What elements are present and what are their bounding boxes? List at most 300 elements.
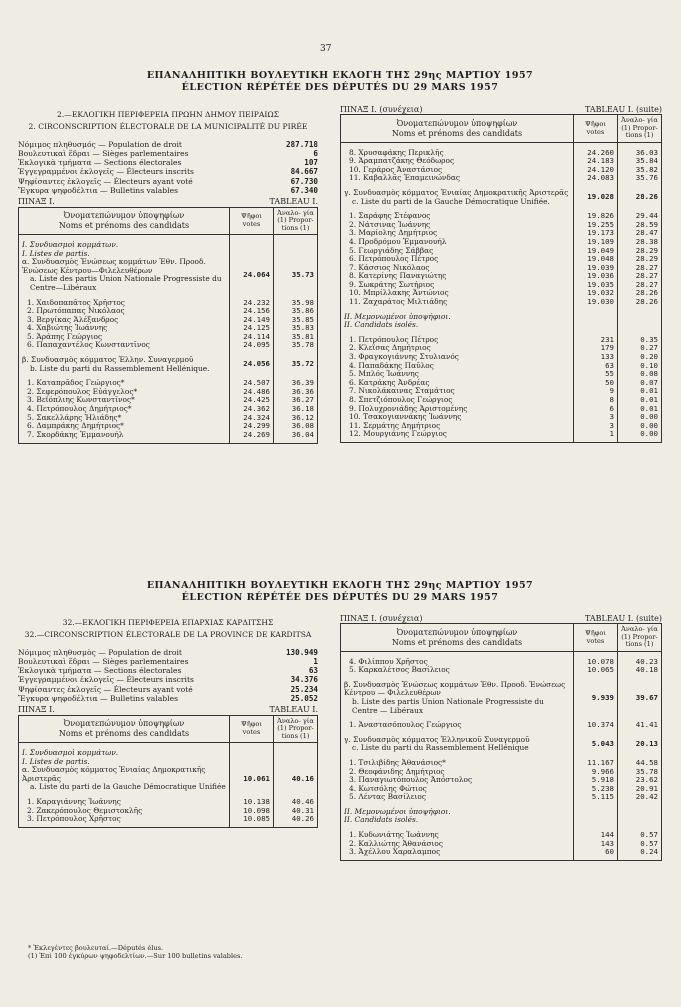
table-header [19, 715, 318, 743]
party-prop: 35.73 [274, 258, 318, 292]
stat-row [18, 186, 318, 195]
candidate-prop: 35.86 [274, 307, 318, 316]
candidate-name: 2. Θεοφάνιδης Δημήτριος [341, 768, 574, 777]
party-name [19, 258, 230, 292]
karditsa-section [18, 618, 318, 828]
party-prop: 40.16 [274, 766, 318, 792]
stat-value: 107 [304, 158, 318, 168]
candidate-votes: 50 [574, 379, 618, 388]
candidate-name: 1. Τσιλιβίδης Ἀθανάσιος* [341, 759, 574, 768]
stat-label: Νόμιμος πληθυσμός — Population de droit [18, 139, 182, 149]
party-name-gr: β. Συνδυασμὸς Ἑνώσεως κομμάτων Ἐθν. Προοδ. Ἑνώσεως Κέντρου — Φιλελευθέρων [344, 679, 566, 698]
party-row [19, 258, 318, 292]
candidate-name: 3. Ἀχέλλου Χαραλαμπος [341, 848, 574, 857]
candidate-row [341, 298, 662, 307]
party-row [341, 681, 662, 715]
stat-label: Ψηφίσαντες ἐκλογεῖς — Électeurs ayant voté [18, 684, 193, 694]
candidate-votes: 24.095 [230, 341, 274, 350]
empty-cell [574, 816, 618, 825]
candidate-votes: 10.374 [574, 721, 618, 730]
party-votes: 10.061 [230, 766, 274, 792]
party-row [341, 736, 662, 753]
candidate-votes: 144 [574, 831, 618, 840]
results-table [18, 207, 318, 444]
candidate-name: 6. Δαμπράκης Δημήτριος* [19, 422, 230, 431]
candidate-row [341, 848, 662, 857]
candidate-votes: 55 [574, 370, 618, 379]
candidate-prop: 0.57 [618, 840, 662, 849]
candidate-name: 1. Καραγιάννης Ἰωάννης [19, 798, 230, 807]
candidate-votes: 24.149 [230, 316, 274, 325]
candidate-name: 7. Νικολάκαινας Σταμάτιος [341, 387, 574, 396]
stat-row [18, 149, 318, 158]
empty-cell [618, 313, 662, 322]
candidate-name: 3. Παναγιωτόπουλος Ἀπόστολος [341, 776, 574, 785]
stat-value: 67.730 [290, 176, 318, 186]
empty-cell [274, 758, 318, 767]
candidate-name: 11. Σερμάτης Δημήτριος [341, 422, 574, 431]
stat-row [18, 177, 318, 186]
party-row [341, 189, 662, 206]
candidate-name: 4. Παπαδάκης Παῦλος [341, 362, 574, 371]
stat-value: 130.949 [285, 647, 318, 657]
footnotes [28, 944, 242, 960]
empty-cell [230, 439, 274, 443]
candidate-votes: 24.183 [574, 157, 618, 166]
candidate-votes: 179 [574, 344, 618, 353]
candidate-votes: 24.156 [230, 307, 274, 316]
candidate-prop: 0.20 [618, 353, 662, 362]
stat-value: 6 [313, 148, 318, 158]
candidate-name: 7. Κάσσιος Νικόλαος [341, 264, 574, 273]
candidate-prop: 0.08 [618, 370, 662, 379]
candidate-votes: 19.173 [574, 229, 618, 238]
candidate-votes: 24.260 [574, 149, 618, 158]
candidate-votes: 8 [574, 396, 618, 405]
candidate-prop: 0.01 [618, 387, 662, 396]
col-votes [574, 624, 618, 652]
candidate-votes: 9 [574, 387, 618, 396]
empty-cell [341, 857, 574, 861]
candidate-name: 9. Πολυχρονιάδης Ἀριστομένης [341, 405, 574, 414]
candidate-prop: 35.81 [274, 333, 318, 342]
candidate-name: 11. Ζαχαράτος Μιλτιάδης [341, 298, 574, 307]
empty-cell [574, 808, 618, 817]
candidate-votes: 24.324 [230, 414, 274, 423]
empty-cell [618, 857, 662, 861]
candidate-prop: 28.59 [618, 221, 662, 230]
empty-cell [230, 758, 274, 767]
party-prop: 39.67 [618, 681, 662, 715]
candidate-name: 4. Χαβιώτης Ἰωάννης [19, 324, 230, 333]
col-name-fr: Noms et prénoms des candidats [58, 221, 190, 231]
table-label-fr: TABLEAU I. (suite) [584, 614, 662, 623]
party-name-gr: γ. Συνδυασμὸς κόμματος Ἑλληνικοῦ Συναγερμοῦ [344, 734, 530, 744]
candidate-name: 3. Φραγκογιάννης Στυλιανός [341, 353, 574, 362]
page-number: 37 [320, 44, 332, 54]
candidate-prop: 28.26 [618, 298, 662, 307]
candidate-prop: 20.42 [618, 793, 662, 802]
party-name [341, 736, 574, 753]
candidate-votes: 19.039 [574, 264, 618, 273]
candidate-prop: 29.44 [618, 212, 662, 221]
row-text: I. Listes de partis. [19, 758, 230, 767]
table-header [19, 207, 318, 235]
candidate-prop: 40.23 [618, 658, 662, 667]
candidate-prop: 0.24 [618, 848, 662, 857]
candidate-prop: 28.38 [618, 238, 662, 247]
row-text: ΙΙ. Μεμονωμένοι ὑποψήφιοι. [341, 313, 574, 322]
candidate-name: 12. Μουργιάνης Γεώργιος [341, 430, 574, 439]
candidate-prop: 36.03 [618, 149, 662, 158]
row-text: Ι. Συνδυασμοὶ κομμάτων. [19, 241, 230, 250]
col-name-fr: Noms et prénoms des candidats [58, 729, 190, 739]
candidate-prop: 28.26 [618, 289, 662, 298]
candidate-votes: 1 [574, 430, 618, 439]
party-name [19, 356, 230, 373]
candidate-name: 5. Σακελλάρης Ἠλιάδης* [19, 414, 230, 423]
piraeus-section [18, 110, 318, 444]
candidate-prop: 35.85 [274, 316, 318, 325]
candidate-name: 2. Σεφερόπουλος Εὐάγγελος* [19, 388, 230, 397]
candidate-votes: 19.030 [574, 298, 618, 307]
candidate-name: 1. Κυδωνιάτης Ἰωάννης [341, 831, 574, 840]
candidate-prop: 36.18 [274, 405, 318, 414]
party-name-gr: β. Συνδυασμὸς κόμματος Ἐλλην. Συναγερμοῦ [22, 355, 194, 365]
candidate-name: 8. Χρυσαφάκης Περικλῆς [341, 149, 574, 158]
table-header [341, 624, 662, 652]
district-title-fr: 32.—CIRCONSCRIPTION ÉLECTORALE DE LA PROVINCE DE KARDITSA [24, 630, 312, 640]
candidate-votes: 24.120 [574, 166, 618, 175]
row-text: I. Listes de partis. [19, 250, 230, 259]
party-name-fr: a. Liste des partis Union Nationale Progressiste du Centre—Libéraux [30, 274, 222, 292]
table-bottom [341, 857, 662, 861]
stat-label: Βουλευτικαὶ ἕδραι — Sièges parlementaires [18, 656, 189, 666]
candidate-prop: 36.04 [274, 431, 318, 440]
results-table [340, 623, 662, 861]
candidate-name: 3. Βεργίκας Ἀλέξανδρος [19, 316, 230, 325]
district-title-gr: 32.—ΕΚΛΟΓΙΚΗ ΠΕΡΙΦΕΡΕΙΑ ΕΠΑΡΧΙΑΣ ΚΑΡΔΙΤΣΗΣ [62, 618, 274, 627]
candidate-row [341, 174, 662, 183]
col-votes [230, 207, 274, 235]
candidate-prop: 35.78 [618, 768, 662, 777]
candidate-name: 5. Καρκαλέτσος Βασίλειος [341, 666, 574, 675]
candidate-name: 2. Νάτσινας Ἰωάννης [341, 221, 574, 230]
col-votes-gr: Ψῆφοι [241, 212, 262, 221]
candidate-prop: 35.98 [274, 299, 318, 308]
candidate-votes: 5.238 [574, 785, 618, 794]
row-text: II. Candidats isolés. [341, 816, 574, 825]
candidate-votes: 24.507 [230, 379, 274, 388]
row-text: ΙΙ. Μεμονωμένοι ὑποψήφιοι. [341, 808, 574, 817]
candidate-votes: 231 [574, 336, 618, 345]
party-name-fr: c. Liste du parti du Rassemblement Hellénique [352, 743, 529, 753]
candidate-votes: 63 [574, 362, 618, 371]
candidate-votes: 60 [574, 848, 618, 857]
row-text: II. Candidats isolés. [341, 321, 574, 330]
header-french: ÉLECTION RÉPÉTÉE DES DÉPUTÉS DU 29 MARS 1957 [181, 592, 499, 603]
candidate-prop: 20.91 [618, 785, 662, 794]
party-name-gr: γ. Συνδυασμὸς κόμματος Ἑνιαίας Δημοκρατικῆς Ἀριστερᾶς [344, 187, 569, 197]
table-label-gr: ΠΙΝΑΞ Ι. (συνέχεια) [340, 614, 423, 623]
candidate-votes: 10.098 [230, 807, 274, 816]
candidate-votes: 24.114 [230, 333, 274, 342]
results-table [340, 114, 662, 443]
empty-cell [19, 439, 230, 443]
candidate-votes: 19.049 [574, 247, 618, 256]
candidate-votes: 19.255 [574, 221, 618, 230]
candidate-votes: 24.299 [230, 422, 274, 431]
candidate-name: 5. Λέντας Βασίλειος [341, 793, 574, 802]
table-label-gr: ΠΙΝΑΞ Ι. [18, 197, 55, 207]
results-table [18, 715, 318, 829]
col-prop: Ἀναλο- γία (1) Propor- tions (1) [618, 115, 662, 143]
stat-label: Ἐκλογικὰ τμήματα — Sections électorales [18, 158, 182, 168]
candidate-name: 2. Καλλιώτης Ἀθανάσιος [341, 840, 574, 849]
candidate-votes: 24.362 [230, 405, 274, 414]
empty-cell [274, 439, 318, 443]
candidate-name: 9. Ἀραμπατζάκης Θεόδωρος [341, 157, 574, 166]
candidate-row [19, 431, 318, 440]
candidate-name: 5. Μπλός Ἰωάννης [341, 370, 574, 379]
stat-label: Ἐκλογικὰ τμήματα — Sections électorales [18, 666, 182, 676]
candidate-prop: 0.27 [618, 344, 662, 353]
candidate-name: 3. Μαρίολης Δημήτριος [341, 229, 574, 238]
stat-label: Ψηφίσαντες ἐκλογεῖς — Électeurs ayant voté [18, 176, 193, 186]
empty-cell [574, 439, 618, 443]
party-name [341, 189, 574, 206]
table-row [341, 321, 662, 330]
stat-value: 34.376 [290, 675, 318, 685]
candidate-prop: 40.26 [274, 815, 318, 824]
empty-cell [274, 241, 318, 250]
candidate-prop: 35.78 [274, 341, 318, 350]
stat-label: Βουλευτικαὶ ἕδραι — Sièges parlementaires [18, 148, 189, 158]
empty-cell [230, 241, 274, 250]
candidate-votes: 24.486 [230, 388, 274, 397]
empty-cell [574, 313, 618, 322]
stat-label: Ἐγγεγραμμένοι ἐκλογεῖς — Électeurs inscrits [18, 167, 194, 177]
col-prop: Ἀναλο- γία (1) Propor- tions (1) [618, 624, 662, 652]
candidate-name: 6. Κατράκης Ἀνδρέας [341, 379, 574, 388]
candidate-prop: 36.36 [274, 388, 318, 397]
candidate-votes: 6 [574, 405, 618, 414]
candidate-prop: 40.31 [274, 807, 318, 816]
empty-cell [341, 439, 574, 443]
stat-row [18, 685, 318, 694]
col-votes-gr: Ψῆφοι [241, 720, 262, 729]
candidate-votes: 24.269 [230, 431, 274, 440]
candidate-prop: 44.58 [618, 759, 662, 768]
stat-row [18, 666, 318, 675]
stat-value: 287.718 [285, 139, 318, 149]
candidate-votes: 24.425 [230, 396, 274, 405]
candidate-prop: 0.01 [618, 405, 662, 414]
col-name-fr: Noms et prénoms des candidats [391, 128, 523, 138]
header-top [40, 70, 640, 94]
party-name-fr: c. Liste du parti de la Gauche Démocratique Unifiée. [352, 196, 550, 206]
candidate-votes: 19.032 [574, 289, 618, 298]
col-name-gr: Ὀνοματεπώνυμον ὑποψηφίων [396, 627, 518, 637]
candidate-votes: 143 [574, 840, 618, 849]
candidate-votes: 10.085 [230, 815, 274, 824]
candidate-row [341, 721, 662, 730]
empty-cell [618, 808, 662, 817]
candidate-prop: 36.27 [274, 396, 318, 405]
candidate-votes: 19.036 [574, 272, 618, 281]
col-name-gr: Ὀνοματεπώνυμον ὑποψηφίων [63, 719, 185, 729]
table-label-gr: ΠΙΝΑΞ Ι. [18, 705, 55, 715]
stat-label: Ἐγγεγραμμένοι ἐκλογεῖς — Électeurs inscrits [18, 675, 194, 685]
col-name-gr: Ὀνοματεπώνυμον ὑποψηφίων [63, 211, 185, 221]
candidate-name: 2. Πρωτόπαπας Νικόλαος [19, 307, 230, 316]
candidate-prop: 28.27 [618, 281, 662, 290]
karditsa-cont-section [340, 612, 662, 861]
party-prop: 20.13 [618, 736, 662, 753]
party-votes: 19.028 [574, 189, 618, 206]
candidate-prop: 28.29 [618, 247, 662, 256]
candidate-prop: 0.00 [618, 430, 662, 439]
header-french: ÉLECTION RÉPÉTÉE DES DÉPUTÉS DU 29 MARS 1957 [181, 82, 499, 93]
candidate-row [19, 815, 318, 824]
candidate-votes: 5.918 [574, 776, 618, 785]
party-name-fr: b. Liste des partis Union Nationale Progressiste du Centre — Libéraux [352, 696, 544, 715]
col-name-fr: Noms et prénoms des candidats [391, 637, 523, 647]
empty-cell [274, 749, 318, 758]
candidate-name: 5. Γεωργιάδης Σάββας [341, 247, 574, 256]
table-bottom [19, 439, 318, 443]
col-votes [574, 115, 618, 143]
table-label-gr: ΠΙΝΑΞ Ι. (συνέχεια) [340, 105, 423, 114]
candidate-prop: 28.47 [618, 229, 662, 238]
table-header [341, 115, 662, 143]
district-stats [18, 140, 318, 196]
party-prop: 28.26 [618, 189, 662, 206]
col-votes-gr: Ψῆφοι [585, 120, 606, 129]
col-name [341, 115, 574, 143]
district-title-gr: 2.—ΕΚΛΟΓΙΚΗ ΠΕΡΙΦΕΡΕΙΑ ΠΡΩΗΝ ΔΗΜΟΥ ΠΕΙΡΑΙΩΣ [56, 110, 279, 119]
candidate-votes: 24.232 [230, 299, 274, 308]
stat-label: Ἔγκυρα ψηφοδέλτια — Bulletins valables [18, 694, 178, 704]
party-row [19, 356, 318, 373]
candidate-prop: 40.18 [618, 666, 662, 675]
footnote: (1) Ἐπὶ 100 ἐγκύρων ψηφοδελτίων.—Sur 100 bulletins valables. [28, 952, 243, 960]
candidate-prop: 36.12 [274, 414, 318, 423]
candidate-votes: 3 [574, 422, 618, 431]
candidate-name: 3. Βεϊόπλιης Κωνσταντῖνος* [19, 396, 230, 405]
col-votes-fr: votes [586, 636, 605, 645]
candidate-prop: 40.46 [274, 798, 318, 807]
candidate-votes: 19.826 [574, 212, 618, 221]
stat-row [18, 140, 318, 149]
party-prop: 35.72 [274, 356, 318, 373]
stat-value: 63 [308, 666, 318, 676]
stat-row [18, 158, 318, 167]
candidate-votes: 10.065 [574, 666, 618, 675]
candidate-prop: 0.07 [618, 379, 662, 388]
table-row [341, 816, 662, 825]
table-label-fr: TABLEAU I. [269, 705, 318, 715]
candidate-name: 6. Παπαχαντέλος Κωνσταντῖνος [19, 341, 230, 350]
candidate-name: 7. Σκορδάκης Ἐμμανουήλ [19, 431, 230, 440]
candidate-row [341, 793, 662, 802]
candidate-row [341, 430, 662, 439]
candidate-row [341, 666, 662, 675]
party-name-gr: α. Συνδυασμὸς κόμματος Ἑνιαίας Δημοκρατικῆς Ἀριστερᾶς [22, 765, 206, 783]
candidate-name: 8. Σπετζιόπουλος Γεώργιος [341, 396, 574, 405]
stat-label: Νόμιμος πληθυσμὸς — Population de droit [18, 647, 182, 657]
empty-cell [274, 824, 318, 828]
stat-value: 67.340 [290, 186, 318, 196]
candidate-name: 1. Χαιδοπαπᾶτος Χρῆστος [19, 299, 230, 308]
stat-value: 25.234 [290, 684, 318, 694]
candidate-name: 3. Πετρόπουλος Χρῆστος [19, 815, 230, 824]
candidate-name: 10. Γεράρος Ἀναστάσιος [341, 166, 574, 175]
party-votes: 5.043 [574, 736, 618, 753]
party-votes: 24.056 [230, 356, 274, 373]
stat-value: 1 [313, 656, 318, 666]
candidate-prop: 0.00 [618, 422, 662, 431]
empty-cell [618, 816, 662, 825]
candidate-votes: 10.078 [574, 658, 618, 667]
candidate-prop: 23.62 [618, 776, 662, 785]
stat-label: Ἔγκυρα ψηφοδέλτια — Bulletins valables [18, 186, 178, 196]
empty-cell [230, 824, 274, 828]
col-prop: Ἀναλο- γία (1) Propor- tions (1) [274, 207, 318, 235]
party-name-gr: α. Συνδυασμὸς Ἑνώσεως κομμάτων Ἐθν. Προοδ. Ἑνώσεως Κέντρου—Φιλελευθέρων [22, 257, 206, 275]
candidate-name: 11. Καβαλλᾶς Ἐπαμεινώνδας [341, 174, 574, 183]
candidate-votes: 11.167 [574, 759, 618, 768]
empty-cell [230, 250, 274, 259]
footnote: * Ἐκλεγέντες βουλευταί.—Députés élus. [28, 944, 164, 952]
candidate-name: 1. Πετρόπουλος Πέτρος [341, 336, 574, 345]
candidate-prop: 35.82 [618, 166, 662, 175]
stat-value: 25.052 [290, 694, 318, 704]
candidate-name: 4. Κωτσόλης Φώτιος [341, 785, 574, 794]
row-text: Ι. Συνδυασμοὶ κομμάτων. [19, 749, 230, 758]
table-label-fr: TABLEAU I. (suite) [584, 105, 662, 114]
stat-value: 84.667 [290, 167, 318, 177]
header-bottom [40, 580, 640, 604]
candidate-prop: 28.27 [618, 272, 662, 281]
col-name [19, 715, 230, 743]
stat-row [18, 675, 318, 684]
candidate-name: 4. Φιλίππου Χρῆστος [341, 658, 574, 667]
empty-cell [574, 321, 618, 330]
party-name [341, 681, 574, 715]
party-row [19, 766, 318, 792]
col-prop: Ἀναλο- γία (1) Propor- tions (1) [274, 715, 318, 743]
empty-cell [19, 824, 230, 828]
candidate-name: 6. Πετρόπουλος Πέτρος [341, 255, 574, 264]
candidate-votes: 24.083 [574, 174, 618, 183]
col-votes-fr: votes [242, 220, 261, 229]
candidate-votes: 19.109 [574, 238, 618, 247]
header-greek: ΕΠΑΝΑΛΗΠΤΙΚΗ ΒΟΥΛΕΥΤΙΚΗ ΕΚΛΟΓΗ ΤΗΣ 29ης ΜΑΡΤΙΟΥ 1957 [146, 70, 534, 81]
stat-row [18, 648, 318, 657]
candidate-prop: 0.57 [618, 831, 662, 840]
candidate-prop: 35.76 [618, 174, 662, 183]
candidate-name: 5. Ἀράπης Γεώργιος [19, 333, 230, 342]
candidate-name: 4. Προδρόμου Ἐμμανουήλ [341, 238, 574, 247]
col-votes-fr: votes [586, 127, 605, 136]
candidate-prop: 35.83 [274, 324, 318, 333]
district-title-fr: 2. CIRCONSCRIPTION ÉLECTORALE DE LA MUNICIPALITÉ DU PIRÉE [28, 122, 308, 132]
col-votes-fr: votes [242, 728, 261, 737]
candidate-prop: 28.27 [618, 264, 662, 273]
col-votes [230, 715, 274, 743]
stat-row [18, 167, 318, 176]
